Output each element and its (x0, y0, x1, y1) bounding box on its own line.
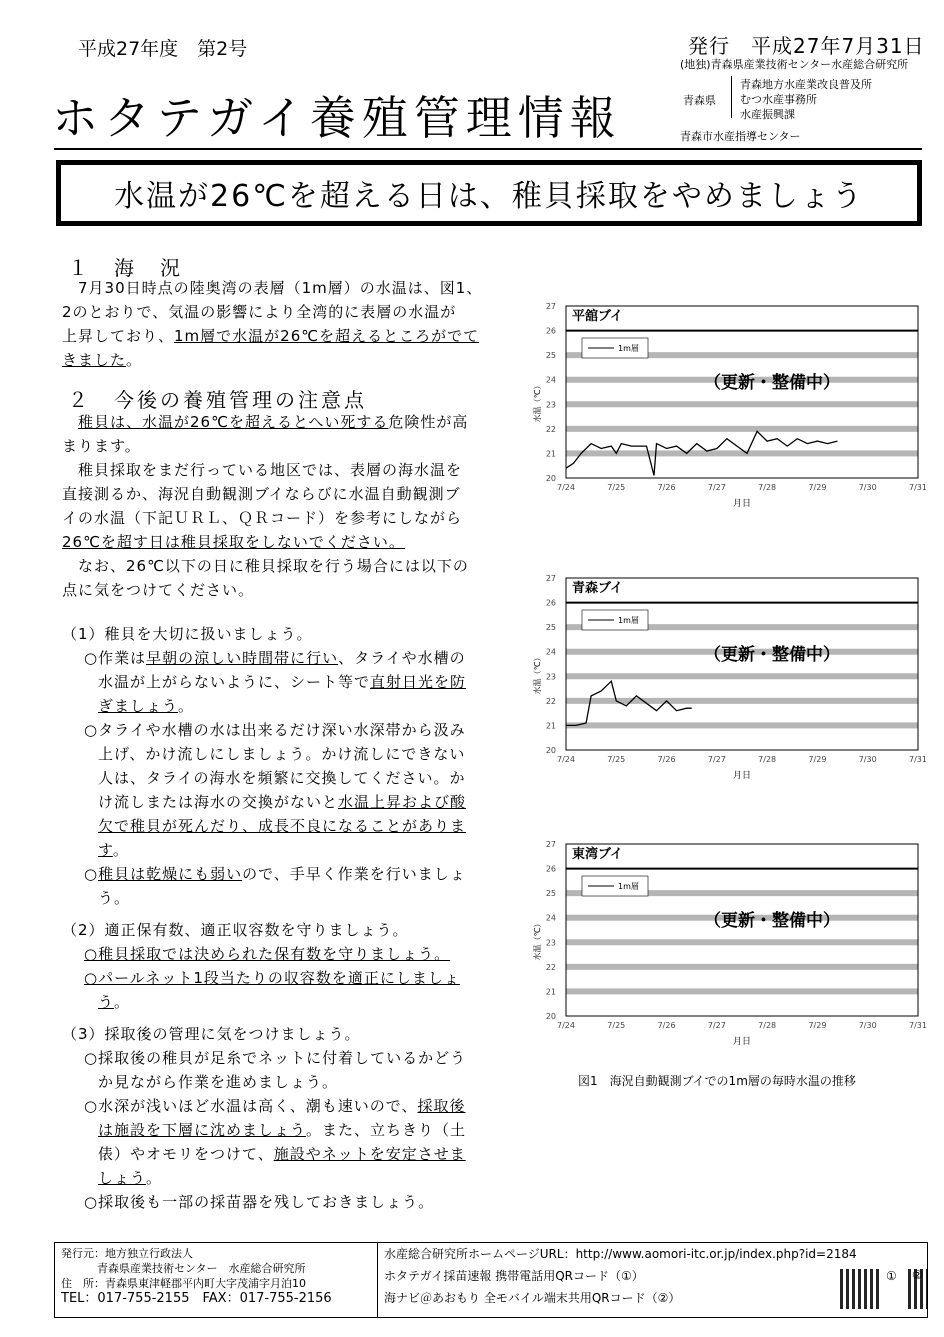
y-tick-label: 26 (545, 598, 556, 608)
x-tick-label: 7/27 (707, 483, 726, 492)
text-line: 稚貝は、水温が26℃を超えるとへい死する危険性が高 (78, 413, 469, 431)
x-tick-label: 7/28 (758, 483, 777, 492)
text-line: まります。 (62, 437, 141, 455)
publisher-center: (地独)青森県産業技術センター水産総合研究所 (680, 58, 909, 71)
list-item: ○採取後の稚貝が足糸でネットに付着しているかどう (84, 1049, 467, 1067)
chart-title: 青森ブイ (572, 581, 623, 596)
y-tick-label: 26 (545, 864, 556, 874)
figure-caption: 図1 海況自動観測ブイでの1m層の毎時水温の推移 (578, 1074, 856, 1088)
section-2-body (62, 410, 508, 602)
y-tick-label: 26 (545, 326, 556, 336)
x-tick-label: 7/27 (707, 755, 726, 764)
x-tick-label: 7/29 (808, 1021, 827, 1030)
headline-text: 水温が26℃を超える日は、稚貝採取をやめましょう (114, 179, 864, 214)
y-tick-label: 25 (545, 889, 556, 899)
grid-band (566, 673, 918, 679)
x-tick-label: 7/26 (657, 483, 676, 492)
y-tick-label: 20 (545, 1012, 556, 1021)
x-tick-label: 7/24 (557, 483, 575, 492)
list-title: （3）採取後の管理に気をつけましょう。 (62, 1025, 361, 1043)
text-line: 上昇しており、1m層で水温が26℃を超えるところがでて (62, 327, 480, 345)
publisher-org-2: むつ水産事務所 (740, 93, 817, 106)
y-tick-label: 25 (545, 351, 556, 361)
publisher-city: 青森市水産指導センター (680, 130, 801, 143)
y-tick-label: 20 (545, 474, 556, 483)
publisher-org-3: 水産振興課 (740, 108, 795, 121)
y-axis-label: 水温（℃） (533, 653, 542, 695)
y-tick-label: 22 (545, 962, 556, 972)
qr-code-1-label: ① (886, 1269, 897, 1283)
footer-links: 水産総合研究所ホームページURL：http://www.aomori-itc.or.jp/index.php?id=2184 ホタテガイ採苗速報 携帯電話用QRコード（①） 海ナビ＠あおもり 全モバイル端末共用QRコード（②） ① (377, 1243, 927, 1317)
y-tick-label: 24 (545, 913, 556, 923)
qr-code-2-label: ② (912, 1268, 923, 1282)
header-rule (54, 148, 922, 150)
grid-band (566, 722, 918, 728)
x-tick-label: 7/30 (858, 1021, 877, 1030)
y-tick-label: 23 (545, 938, 556, 948)
x-tick-label: 7/25 (607, 755, 626, 764)
x-tick-label: 7/26 (657, 1021, 676, 1030)
y-axis-label: 水温（℃） (533, 381, 542, 423)
x-tick-label: 7/24 (557, 755, 575, 764)
legend-label: 1m層 (618, 616, 639, 625)
y-tick-label: 23 (545, 672, 556, 682)
text-line: 稚貝採取をまだ行っている地区では、表層の海水温を (62, 461, 463, 479)
chart-hiradate (530, 298, 930, 516)
grid-band (566, 988, 918, 994)
grid-band (566, 964, 918, 970)
publisher-org-1: 青森地方水産業改良普及所 (740, 78, 872, 91)
y-tick-label: 20 (545, 746, 556, 755)
y-tick-label: 21 (545, 987, 556, 997)
section-1-heading: １ 海 況 (68, 256, 183, 280)
x-tick-label: 7/26 (657, 755, 676, 764)
qr-code-1[interactable] (840, 1269, 880, 1309)
x-axis-label: 月日 (732, 1037, 752, 1047)
y-tick-label: 21 (545, 721, 556, 731)
text-line: 点に気をつけてください。 (62, 581, 255, 599)
y-tick-label: 24 (545, 647, 556, 657)
chart-title: 東湾ブイ (572, 847, 623, 862)
y-tick-label: 22 (545, 696, 556, 706)
grid-band (566, 698, 918, 704)
list-2: （2）適正保有数、適正収容数を守りましょう。 ○稚貝採取では決められた保有数を守りましょう。 ○パールネット1段当たりの収容数を適正にしましょ う。 (62, 918, 508, 1014)
publish-date: 発行 平成27年7月31日 (688, 34, 925, 58)
x-tick-label: 7/28 (758, 755, 777, 764)
chart-title: 平舘ブイ (572, 309, 623, 324)
text-line: 直接測るか、海況自動観測ブイならびに水温自動観測ブ (62, 485, 461, 503)
x-tick-label: 7/30 (858, 483, 877, 492)
x-tick-label: 7/25 (607, 483, 626, 492)
chart-touwan (530, 836, 930, 1054)
chart-svg (530, 570, 930, 788)
y-tick-label: 25 (545, 623, 556, 633)
list-item: ○採取後も一部の採苗器を残しておきましょう。 (84, 1193, 435, 1211)
y-tick-label: 22 (545, 424, 556, 434)
x-tick-label: 7/31 (909, 1021, 927, 1030)
list-1: （1）稚貝を大切に扱いましょう。 ○作業は早朝の涼しい時間帯に行い、タライや水槽の 水温が上がらないように、シート等で直射日光を防 ぎましょう。 ○タライや水槽の水は出来るだけ深い水深帯から汲み 上げ、かけ流しにしましょう。かけ流しにできない 人は、タライの海水を頻繁に交換してください。か け流しまたは海水の交換がないと水温上昇および酸 欠で稚貝が死んだり、成長不良になることがありま す。 ○稚貝は乾燥にも弱いので、手早く作業を行いましょ う。 (62, 622, 508, 910)
list-title: （1）稚貝を大切に扱いましょう。 (62, 625, 313, 643)
bracket-line (731, 76, 732, 118)
x-tick-label: 7/29 (808, 755, 827, 764)
publisher-pref: 青森県 (683, 94, 716, 107)
x-tick-label: 7/30 (858, 755, 877, 764)
list-item: ○タライや水槽の水は出来るだけ深い水深帯から汲み (84, 721, 466, 739)
list-item: ○パールネット1段当たりの収容数を適正にしましょ (84, 969, 460, 987)
footer-publisher: 発行元：地方独立行政法人 青森県産業技術センター 水産総合研究所 住 所：青森県東津軽郡平内町大字茂浦字月泊10 TEL：017-755-2155 FAX：017-755-2156 (61, 1247, 332, 1306)
y-tick-label: 24 (545, 375, 556, 385)
homepage-url[interactable]: 水産総合研究所ホームページURL：http://www.aomori-itc.or.jp/index.php?id=2184 (384, 1247, 857, 1261)
y-axis-label: 水温（℃） (533, 919, 542, 961)
list-item: ○水深が浅いほど水温は高く、潮も速いので、採取後 (84, 1097, 466, 1115)
x-axis-label: 月日 (732, 499, 752, 509)
legend (582, 610, 648, 630)
y-tick-label: 27 (545, 302, 556, 311)
text-line: きました。 (62, 351, 143, 369)
text-line: 26℃を超す日は稚貝採取をしないでください。 (62, 533, 405, 551)
issue-number: 平成27年度 第2号 (78, 38, 248, 60)
y-tick-label: 23 (545, 400, 556, 410)
chart-aomori (530, 570, 930, 788)
grid-band (566, 450, 918, 456)
grid-band (566, 426, 918, 432)
list-3: （3）採取後の管理に気をつけましょう。 ○採取後の稚貝が足糸でネットに付着しているかどう か見ながら作業を進めましょう。 ○水深が浅いほど水温は高く、潮も速いので、採取後 は施設を下層に沈めましょう。また、立ちきり（土 俵）やオモリをつけて、施設やネットを安定させま しょう。 ○採取後も一部の採苗器を残しておきましょう。 (62, 1022, 508, 1214)
legend-label: 1m層 (618, 882, 639, 891)
list-item: ○稚貝採取では決められた保有数を守りましょう。 (84, 945, 451, 963)
updating-notice: （更新・整備中） (704, 911, 840, 931)
footer (54, 1242, 928, 1318)
section-1-body (62, 276, 508, 372)
chart-svg (530, 836, 930, 1054)
text-line: 2のとおりで、気温の影響により全湾的に表層の水温が (62, 303, 457, 321)
y-tick-label: 27 (545, 840, 556, 849)
text-line: 7月30日時点の陸奥湾の表層（1m層）の水温は、図1、 (62, 279, 483, 297)
list-title: （2）適正保有数、適正収容数を守りましょう。 (62, 921, 409, 939)
legend (582, 876, 648, 896)
x-axis-label: 月日 (732, 771, 752, 781)
x-tick-label: 7/29 (808, 483, 827, 492)
text-line: イの水温（下記ＵＲＬ、ＱＲコード）を参考にしながら (62, 509, 463, 527)
headline-banner (56, 160, 922, 226)
list-item: ○作業は早朝の涼しい時間帯に行い、タライや水槽の (84, 649, 466, 667)
x-tick-label: 7/27 (707, 1021, 726, 1030)
section-2-heading: ２ 今後の養殖管理の注意点 (68, 388, 367, 412)
x-tick-label: 7/31 (909, 483, 927, 492)
list-item: ○稚貝は乾燥にも弱いので、手早く作業を行いましょ (84, 865, 466, 883)
x-tick-label: 7/28 (758, 1021, 777, 1030)
legend (582, 338, 648, 358)
grid-band (566, 939, 918, 945)
y-tick-label: 21 (545, 449, 556, 459)
x-tick-label: 7/24 (557, 1021, 575, 1030)
legend-label: 1m層 (618, 344, 639, 353)
text-line: なお、26℃以下の日に稚貝採取を行う場合には以下の (62, 557, 469, 575)
grid-band (566, 401, 918, 407)
y-tick-label: 27 (545, 574, 556, 583)
page-title: ホタテガイ養殖管理情報 (52, 91, 622, 145)
updating-notice: （更新・整備中） (704, 645, 840, 665)
x-tick-label: 7/25 (607, 1021, 626, 1030)
chart-svg (530, 298, 930, 516)
x-tick-label: 7/31 (909, 755, 927, 764)
updating-notice: （更新・整備中） (704, 373, 840, 393)
